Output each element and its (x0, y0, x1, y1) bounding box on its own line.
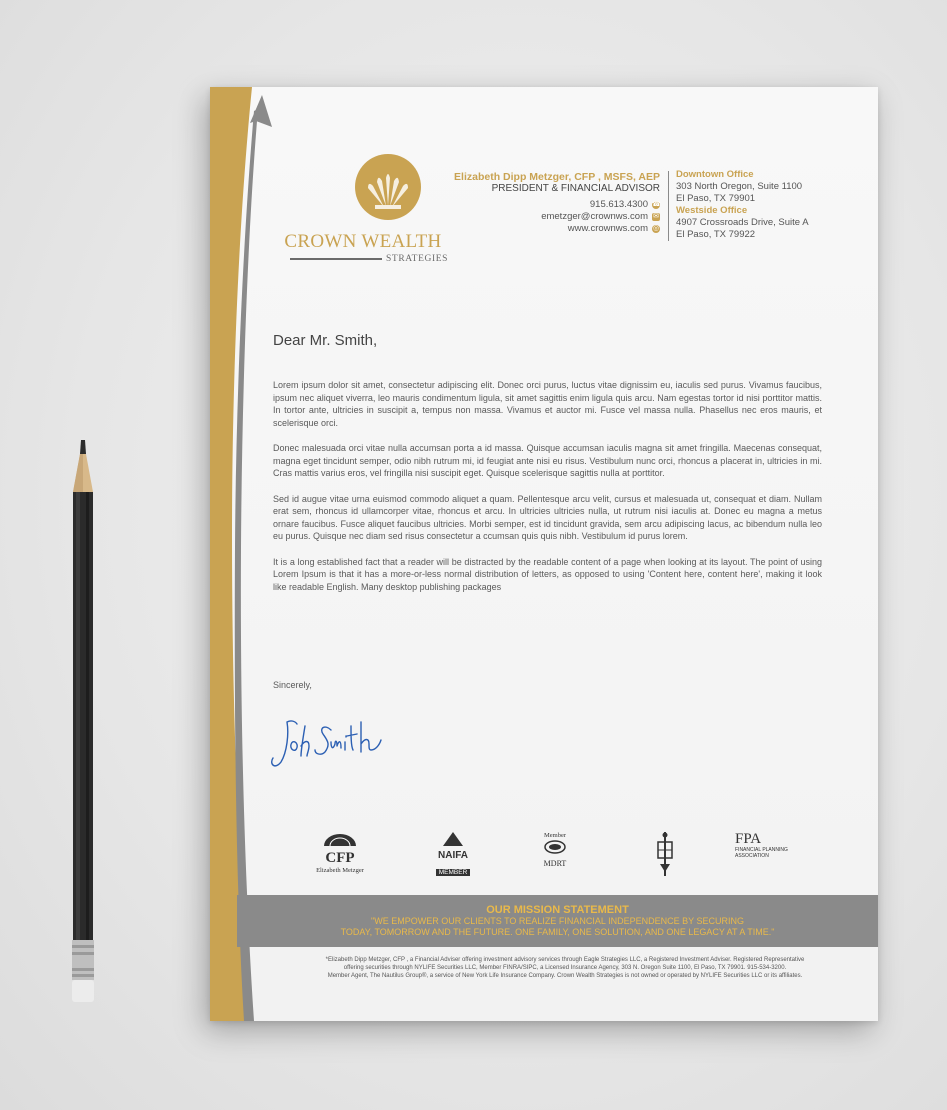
email-address: emetzger@crownws.com (541, 211, 648, 222)
fpa-line: ASSOCIATION (735, 853, 769, 859)
tagline-rule (290, 258, 382, 260)
envelope-icon: ✉ (653, 213, 659, 220)
website-url: www.crownws.com (567, 223, 648, 234)
letter-paragraph: Lorem ipsum dolor sit amet, consectetur adipiscing elit. Donec orci purus, luctus vitae dignissim eu, iaculis sed purus. Vivamus faucibus, ipsum nec aliquet viverra, leo mauris condimentum ligula, sit amet sagittis enim ligula quis arcu. Nam egestas tortor id nisi porttitor mattis. In tortor ante, ultricies in suscipit a, tempus non massa. Vivamus et auctor mi. Fusce vel massa nulla. Phasellus nec eros mauris, et scelerisque orci. (273, 380, 822, 428)
legal-disclaimer (255, 956, 875, 980)
mdrt-member-label: Member (543, 832, 567, 839)
office-name: Downtown Office (676, 169, 754, 180)
company-tagline-row (278, 254, 448, 264)
office-city-line: El Paso, TX 79901 (676, 193, 756, 204)
naifa-badge (423, 832, 483, 879)
handwritten-signature (265, 712, 395, 772)
pencil-illustration (68, 440, 98, 1006)
letter-greeting: Dear Mr. Smith, (273, 332, 378, 349)
disclaimer-line: *Elizabeth Dipp Metzger, CFP , a Financial Adviser offering investment advisory services through Eagle Strategies LLC, a Registered Investment Adviser. Registered Representative (325, 957, 805, 963)
letter-paragraph: It is a long established fact that a reader will be distracted by the readable content of a page when looking at its layout. The point of using Lorem Ipsum is that it has a more-or-less normal distribution of letters, as opposed to using 'Content here, content here', making it look like readable English. Many desktop publishing packages (273, 556, 822, 592)
membership-badges (305, 832, 825, 882)
letter-paragraph: Sed id augue vitae urna euismod commodo aliquet a quam. Pellentesque arcu velit, cursus et malesuada ut, consequat et diam. Nullam erat sem, rhoncus id ullamcorper vitae, rhoncus et arcu. In ultricies ultricies nulla, ut rutrum nisi iaculis at. Donec eu magna a metus ornare faucibus. Fusce aliquet faucibus ultricies. Morbi semper, est id tincidunt gravida, sem arcu adipiscing lacus, ac bibendum nulla leo eu purus. Quisque nec diam sed risus consectetur a ccumsan quis quis nibh. Vestibulum id purus lorem. (273, 493, 822, 541)
crown-emblem-icon (353, 152, 423, 222)
mission-line: "WE EMPOWER OUR CLIENTS TO REALIZE FINANCIAL INDEPENDENCE BY SECURING (371, 916, 744, 926)
advisor-name: Elizabeth Dipp Metzger, CFP , MSFS, AEP (454, 171, 660, 183)
offices-block (676, 169, 809, 241)
company-name: CROWN WEALTH (284, 231, 442, 252)
advisor-title: PRESIDENT & FINANCIAL ADVISOR (491, 183, 660, 194)
mdrt-badge (530, 832, 580, 868)
letterhead-page (210, 87, 878, 1021)
office-address-line: 303 North Oregon, Suite 1100 (676, 181, 803, 192)
mission-heading: OUR MISSION STATEMENT (486, 904, 629, 916)
phone-icon: ☎ (652, 201, 661, 208)
phone-row (435, 199, 660, 211)
contact-block (435, 171, 660, 235)
naifa-member-label: MEMBER (436, 869, 471, 876)
mission-statement-band (237, 895, 878, 947)
office-city-line: El Paso, TX 79922 (676, 229, 756, 240)
phone-number: 915.613.4300 (589, 199, 648, 210)
fpa-mark: FPA (735, 831, 762, 847)
caduceus-seal (653, 832, 677, 881)
email-row (435, 211, 660, 223)
office-address-line: 4907 Crossroads Drive, Suite A (676, 217, 809, 228)
disclaimer-line: Member Agent, The Nautilus Group®, a service of New York Life Insurance Company. Crown Wealth Strategies is not owned or operated by NYLIFE Securities LLC or its affiliates. (327, 973, 803, 979)
globe-icon: ◎ (652, 225, 660, 232)
cfp-arc-icon (320, 832, 360, 846)
cfp-mark: CFP (325, 850, 355, 866)
cfp-badge (305, 832, 375, 874)
naifa-triangle-icon (443, 832, 463, 846)
company-tagline: STRATEGIES (386, 254, 448, 264)
fpa-line: FINANCIAL PLANNING (735, 847, 788, 853)
letter-paragraph: Donec malesuada orci vitae nulla accumsan porta a id massa. Quisque accumsan iaculis magna sit amet fringilla. Maecenas consequat, magna eget tincidunt semper, odio nibh rutrum mi, id feugiat ante nisi eu risus. Vestibulum nunc orci, rhoncus a placerat in, ultricies in mi. Cras mattis varius eros, vel fringilla nisi suscipit eget. Quisque scelerisque sagittis nulla at porttitor. (273, 443, 822, 478)
header-divider (668, 171, 669, 241)
fpa-badge (735, 832, 815, 859)
website-row (435, 223, 660, 235)
office-name: Westside Office (676, 205, 748, 216)
mdrt-mark: MDRT (543, 859, 567, 868)
mission-line: TODAY, TOMORROW AND THE FUTURE. ONE FAMILY, ONE SOLUTION, AND ONE LEGACY AT A TIME." (340, 927, 775, 937)
letter-body (273, 379, 822, 606)
letter-closing: Sincerely, (273, 680, 312, 690)
shield-emblem-icon (655, 832, 675, 876)
naifa-mark: NAIFA (438, 850, 468, 861)
mdrt-laurel-icon (543, 839, 567, 855)
disclaimer-line: offering securities through NYLIFE Securities LLC, Member FINRA/SIPC, a Licensed Insurance Agency, 303 N. Oregon Suite 1100, El Paso, TX 79901. 915-534-3200. (343, 965, 787, 971)
company-logo (278, 152, 448, 264)
cfp-holder-name: Elizabeth Metzger (316, 867, 364, 874)
